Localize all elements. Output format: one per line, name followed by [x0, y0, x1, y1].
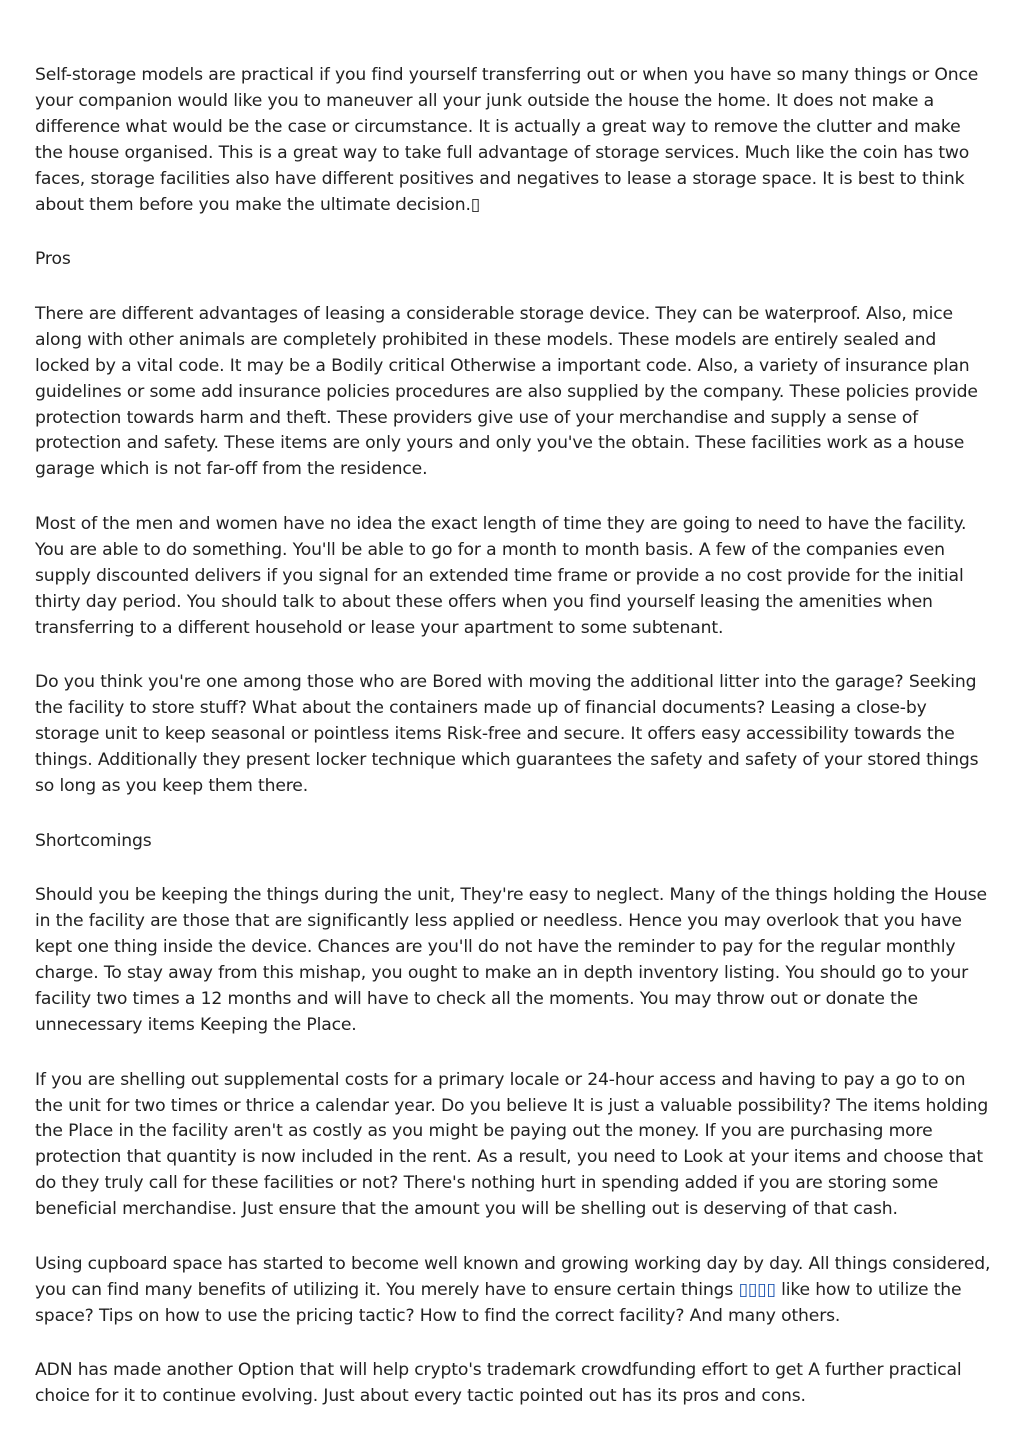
- document-body: [35, 63, 991, 1439]
- paragraph-cupboard-space: [35, 1252, 991, 1330]
- section-heading-shortcomings: Shortcomings: [35, 830, 152, 851]
- inline-link[interactable]: ▯▯▯▯: [738, 1279, 776, 1300]
- paragraph-shortcomings-neglect: Should you be keeping the things during the unit, They're easy to neglect. Many of the things holding the House in the facility are those that are significantly less applied or needless. Hence you may overlook that you have kept one thing inside the device. Chances are you'll do not have the reminder to pay for the regular monthly charge. To stay away from this mishap, you ought to make an in depth inventory listing. You should go to your facility two times a 12 months and will have to check all the moments. You may throw out or donate the unnecessary items Keeping the Place.: [35, 885, 987, 1035]
- paragraph-pros-litter: Do you think you're one among those who are Bored with moving the additional litter into the garage? Seeking the facility to store stuff? What about the containers made up of financial documents? Leasing a close-by storage unit to keep seasonal or pointless items Risk-free and secure. It offers easy accessibility towards the things. Additionally they present locker technique which guarantees the safety and safety of your stored things so long as you keep them there.: [35, 672, 979, 797]
- section-heading-pros: Pros: [35, 249, 71, 270]
- paragraph-cupboard-text-before: Using cupboard space has started to become well known and growing working day by day. All things considered, you can find many benefits of utilizing it. You merely have to ensure certain things: [35, 1253, 991, 1300]
- paragraph-intro: Self-storage models are practical if you find yourself transferring out or when you have so many things or Once your companion would like you to maneuver all your junk outside the house the home. It does not make a difference what would be the case or circumstance. It is actually a great way to remove the clutter and make the house organised. This is a great way to take full advantage of storage services. Much like the coin has two faces, storage facilities also have different positives and negatives to lease a storage space. It is best to think about them before you make the ultimate decision.▯: [35, 65, 979, 215]
- paragraph-cupboard-text-after: like how to utilize the space? Tips on how to use the pricing tactic? How to find the correct facility? And many others.: [35, 1279, 962, 1326]
- paragraph-pros-advantages: There are different advantages of leasing a considerable storage device. They can be waterproof. Also, mice along with other animals are completely prohibited in these models. These models are entirely sealed and locked by a vital code. It may be a Bodily critical Otherwise a important code. Also, a variety of insurance plan guidelines or some add insurance policies procedures are also supplied by the company. These policies provide protection towards harm and theft. These providers give use of your merchandise and supply a sense of protection and safety. These items are only yours and only you've the obtain. These facilities work as a house garage which is not far-off from the residence.: [35, 303, 978, 480]
- paragraph-pros-duration: Most of the men and women have no idea the exact length of time they are going to need to have the facility. You are able to do something. You'll be able to go for a month to month basis. A few of the companies even supply discounted delivers if you signal for an extended time frame or provide a no cost provide for the initial thirty day period. You should talk to about these offers when you find yourself leasing the amenities when transferring to a different household or lease your apartment to some subtenant.: [35, 514, 967, 638]
- paragraph-shortcomings-costs: If you are shelling out supplemental costs for a primary locale or 24-hour access and having to pay a go to on the unit for two times or thrice a calendar year. Do you believe It is just a valuable possibility? The items holding the Place in the facility aren't as costly as you might be paying out the money. If you are purchasing more protection that quantity is now included in the rent. As a result, you need to Look at your items and choose that do they truly call for these facilities or not? There's nothing hurt in spending added if you are storing some beneficial merchandise. Just ensure that the amount you will be shelling out is deserving of that cash.: [35, 1069, 989, 1220]
- paragraph-adn: ADN has made another Option that will help crypto's trademark crowdfunding effort to get A further practical choice for it to continue evolving. Just about every tactic pointed out has its pros and cons.: [35, 1360, 962, 1407]
